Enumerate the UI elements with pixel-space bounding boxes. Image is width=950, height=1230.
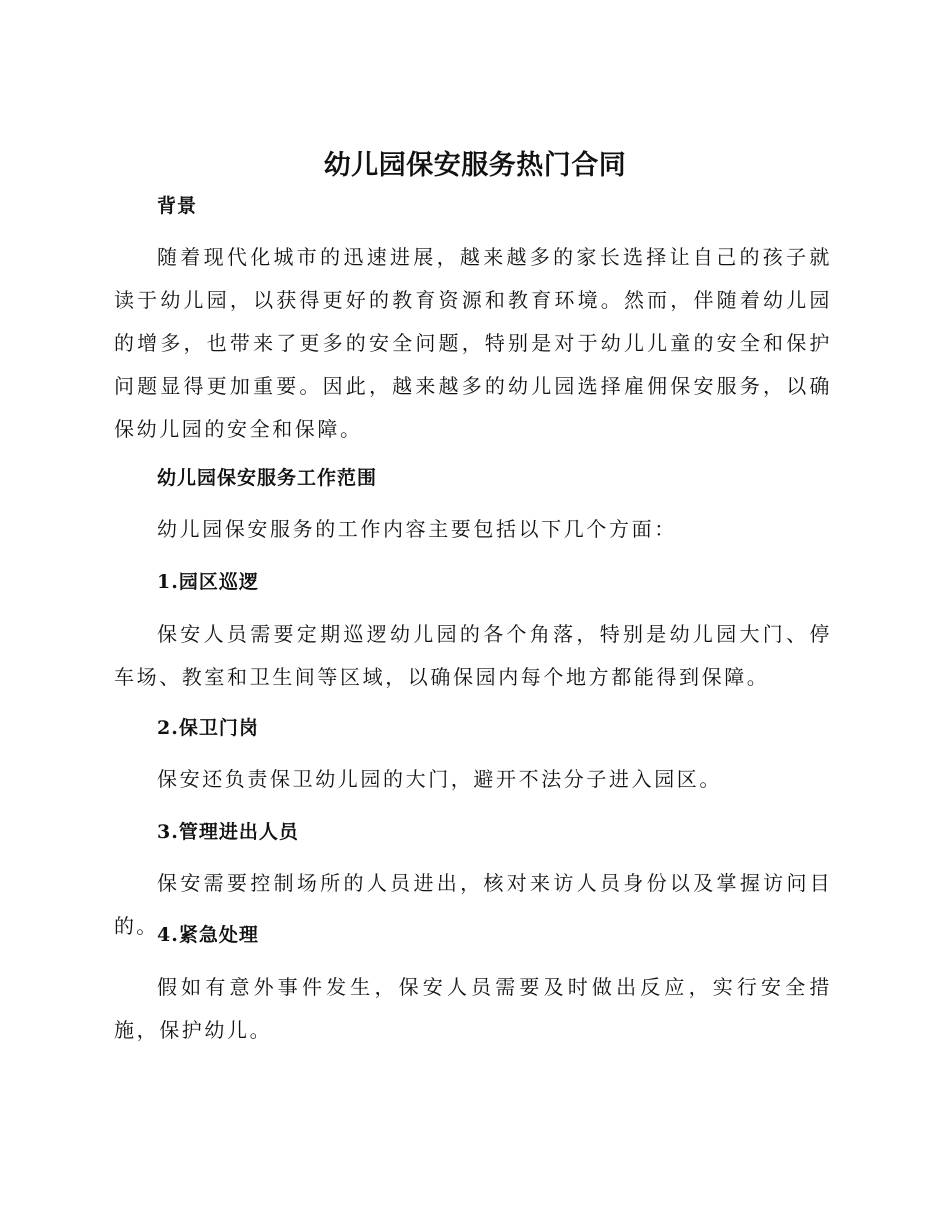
paragraph-gate-guard: 保安还负责保卫幼儿园的大门，避开不法分子进入园区。: [157, 767, 722, 791]
paragraph-access-control: 保安需要控制场所的人员进出，核对来访人员身份以及掌握访问目的。: [114, 871, 832, 938]
section-heading-access-control: 3.管理进出人员: [157, 821, 299, 843]
section-heading-gate-guard: 2.保卫门岗: [157, 717, 259, 739]
paragraph-emergency: 假如有意外事件发生，保安人员需要及时做出反应，实行安全措施，保护幼儿。: [114, 975, 832, 1042]
paragraph-scope: 幼儿园保安服务的工作内容主要包括以下几个方面：: [157, 517, 677, 541]
section-heading-emergency: 4.紧急处理: [157, 924, 259, 946]
paragraph-background: 随着现代化城市的迅速进展，越来越多的家长选择让自己的孩子就读于幼儿园，以获得更好的教育资源和教育环境。然而，伴随着幼儿园的增多，也带来了更多的安全问题，特别是对于幼儿儿童的安全和保护问题显得更加重要。因此，越来越多的幼儿园选择雇佣保安服务，以确保幼儿园的安全和保障。: [114, 245, 832, 441]
section-heading-background: 背景: [157, 195, 198, 217]
paragraph-patrol: 保安人员需要定期巡逻幼儿园的各个角落，特别是幼儿园大门、停车场、教室和卫生间等区域，以确保园内每个地方都能得到保障。: [114, 622, 832, 689]
section-heading-scope: 幼儿园保安服务工作范围: [157, 467, 378, 489]
document-title: 幼儿园保安服务热门合同: [323, 150, 627, 181]
section-heading-patrol: 1.园区巡逻: [157, 571, 259, 593]
